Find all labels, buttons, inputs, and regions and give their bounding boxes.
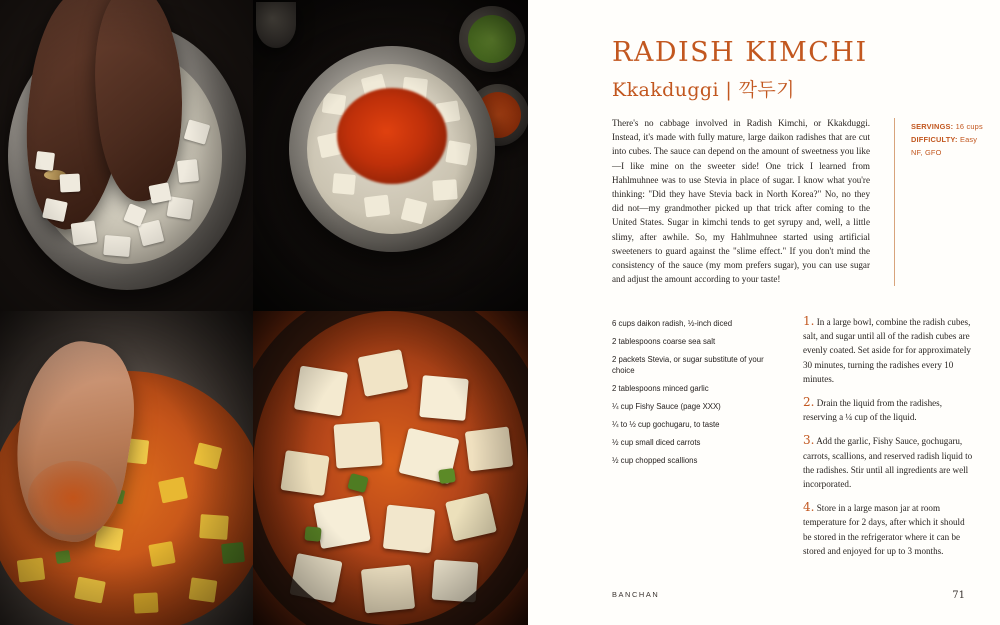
step-number: 4. [803, 500, 815, 515]
step-text: Add the garlic, Fishy Sauce, gochugaru, carrots, scallions, and reserved radish liquid to the radishes. Stir until all ingredients are well incorporated. [803, 436, 973, 490]
diet-tags: NF, GFO [911, 148, 942, 157]
list-item: 6 cups daikon radish, ½-inch diced [612, 319, 733, 328]
instruction-list [803, 314, 975, 567]
difficulty [911, 133, 995, 146]
photo-vignette [0, 311, 253, 625]
photo-hand-mixing-kimchi-in-bowl [0, 311, 253, 625]
step-number: 1. [803, 314, 815, 328]
recipe-intro: There's no cabbage involved in Radish Kimchi, or Kkakduggi. Instead, it's made with fully mature, large daikon radishes that are cut into cubes. The sauce can depend on the amount of sweetness you like—I like mine on the sweeter side! One trick I learned from Hahlmuhnee was to use Stevia in place of sugar. I know what you're thinking: "Did they have Stevia back in North Korea?" No, no they did not—my grandmother picked up that trick after coming to the United States. Sugar in kimchi tends to get syrupy and, well, a little slimy, after awhile. So, my Hahlmuhnee started using artificial sweeteners to guard against the "slime effect." If you don't mind the consistency of the sauce (my mom prefers sugar), you can use sugar and adjust the amount according to your taste! [612, 118, 870, 285]
list-item [803, 395, 975, 424]
servings-label: SERVINGS: [911, 122, 954, 131]
list-item [803, 314, 975, 386]
difficulty-label: DIFFICULTY: [911, 135, 958, 144]
list-item: 2 tablespoons coarse sea salt [612, 337, 716, 346]
list-item: ½ cup chopped scallions [612, 456, 698, 465]
list-item: ¼ cup Fishy Sauce (page XXX) [612, 402, 721, 411]
list-item: 2 packets Stevia, or sugar substitute of your choice [612, 355, 764, 375]
servings [911, 120, 995, 133]
meta-divider [894, 118, 895, 286]
list-item: ¼ to ½ cup gochugaru, to taste [612, 420, 720, 429]
servings-value: 16 cups [955, 122, 983, 131]
step-text: In a large bowl, combine the radish cubes, salt, and sugar until all of the radish cubes are evenly coated. Set aside for for approximately 30 minutes, turning the radishes every 10 minutes. [803, 317, 971, 384]
ingredient-list [612, 318, 780, 473]
recipe-title: RADISH KIMCHI [612, 37, 868, 68]
photo-vignette [0, 0, 253, 311]
difficulty-value: Easy [959, 135, 978, 144]
photo-overhead-bowl-radish-with-gochugaru [253, 0, 528, 311]
chapter-footer: BANCHAN [612, 590, 660, 599]
recipe-meta [911, 120, 995, 159]
list-item: 2 tablespoons minced garlic [612, 384, 709, 393]
step-number: 2. [803, 395, 815, 410]
photo-vignette [253, 0, 528, 311]
page-number: 71 [952, 590, 965, 601]
photo-vignette [253, 311, 528, 625]
recipe-subtitle: Kkakduggi | 깍두기 [612, 78, 795, 101]
step-text: Drain the liquid from the radishes, reserving a ¼ cup of the liquid. [803, 398, 942, 423]
step-number: 3. [803, 433, 815, 448]
list-item: ½ cup small diced carrots [612, 438, 701, 447]
photo-finished-radish-kimchi-in-jar [253, 311, 528, 625]
recipe-page [528, 0, 1000, 625]
photo-hands-tossing-radish-cubes-in-steel-bowl [0, 0, 253, 311]
step-text: Store in a large mason jar at room temperature for 2 days, after which it should be stored in the refrigerator where it can be stored and enjoyed for up to 3 months. [803, 503, 965, 556]
recipe-header [612, 38, 952, 102]
list-item [803, 500, 975, 558]
list-item [803, 433, 975, 491]
